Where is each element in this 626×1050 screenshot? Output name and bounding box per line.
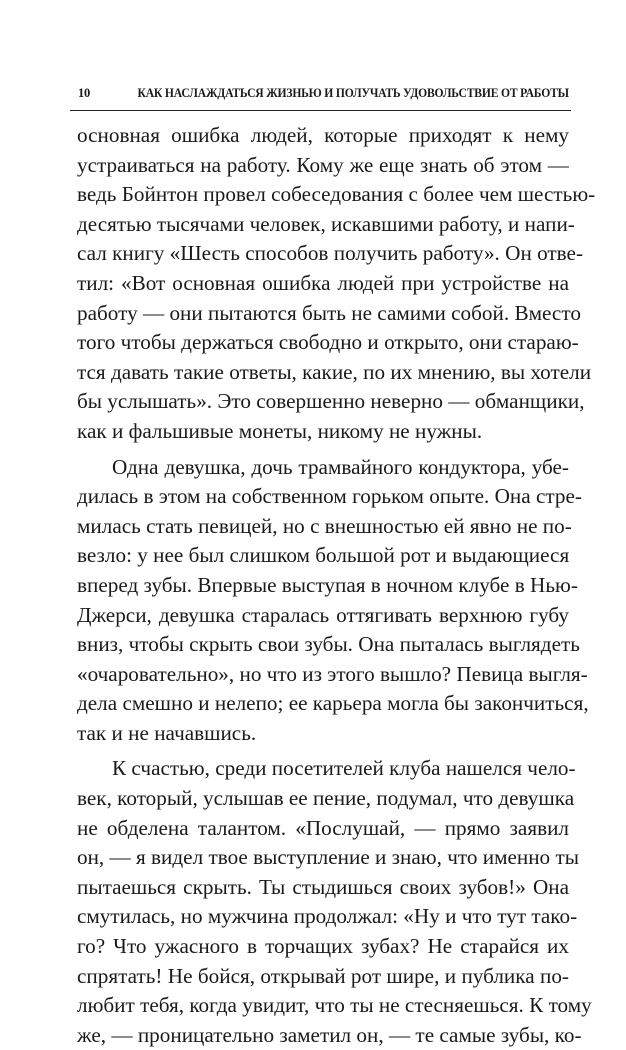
text-line: так и не начавшись. — [77, 720, 257, 745]
text-line: десятью тысячами человек, искавшими работу, и напи- — [77, 211, 575, 236]
text-line: тил: «Вот основная ошибка людей при устройстве на — [77, 270, 569, 295]
text-line: основная ошибка людей, которые приходят к нему — [77, 123, 569, 147]
text-line: работу — они пытаются быть не самими собой. Вместо — [77, 300, 581, 325]
text-line: устраиваться на работу. Кому же еще знать об этом — — [77, 152, 569, 177]
text-line: Джерси, девушка старалась оттягивать верхнюю губу — [77, 602, 569, 627]
text-line: как и фальшивые монеты, никому не нужны. — [77, 418, 483, 443]
text-line: век, который, услышав ее пение, подумал, что девушка — [77, 786, 575, 811]
text-line: того чтобы держаться свободно и открыто, они стараю- — [77, 330, 579, 355]
text-line: везло: у нее был слишком большой рот и выдающиеся — [77, 543, 570, 568]
text-line: он, — я видел твое выступление и знаю, что именно ты — [77, 845, 579, 870]
text-line: сал книгу «Шесть способов получить работу». Он отве- — [77, 241, 583, 266]
text-line: дела смешно и нелепо; ее карьера могла бы закончиться, — [77, 691, 589, 716]
text-line: «очаровательно», но что из этого вышло? Певица выгля- — [77, 661, 588, 686]
page-number: 10 — [78, 86, 91, 100]
text-line: вперед зубы. Впервые выступая в ночном клубе в Нью- — [77, 572, 578, 597]
running-header — [78, 86, 569, 108]
text-line: спрятать! Не бойся, открывай рот шире, и публика по- — [77, 963, 569, 988]
running-title: КАК НАСЛАЖДАТЬСЯ ЖИЗНЬЮ И ПОЛУЧАТЬ УДОВОЛЬСТВИЕ ОТ РАБОТЫ — [137, 86, 569, 100]
text-line: же, — проницательно заметил он, — те самые зубы, ко- — [77, 1022, 582, 1047]
text-line: ведь Бойнтон провел собеседования с более чем шестью- — [77, 182, 596, 207]
text-line: Одна девушка, дочь трамвайного кондуктора, убе- — [112, 454, 569, 479]
text-line: К счастью, среди посетителей клуба нашелся чело- — [112, 756, 576, 781]
header-rule — [70, 110, 571, 111]
text-line: тся давать такие ответы, какие, по их мнению, вы хотели — [77, 359, 592, 384]
text-line: бы услышать». Это совершенно неверно — обманщики, — [77, 389, 585, 414]
text-line: милась стать певицей, но с внешностью ей явно не по- — [77, 513, 572, 538]
text-line: го? Что ужасного в торчащих зубах? Не старайся их — [77, 934, 569, 959]
text-line: не обделена талантом. «Послушай, — прямо заявил — [77, 815, 569, 840]
text-line: смутилась, но мужчина продолжал: «Ну и что тут тако- — [77, 904, 578, 929]
text-line: пытаешься скрыть. Ты стыдишься своих зубов!» Она — [77, 874, 569, 899]
body-text — [77, 121, 596, 1050]
text-line: любит тебя, когда увидит, что ты не стесняешься. К тому — [77, 993, 592, 1018]
text-line: вниз, чтобы скрыть свои зубы. Она пыталась выглядеть — [77, 632, 580, 657]
text-line: дилась в этом на собственном горьком опыте. Она стре- — [77, 484, 582, 509]
